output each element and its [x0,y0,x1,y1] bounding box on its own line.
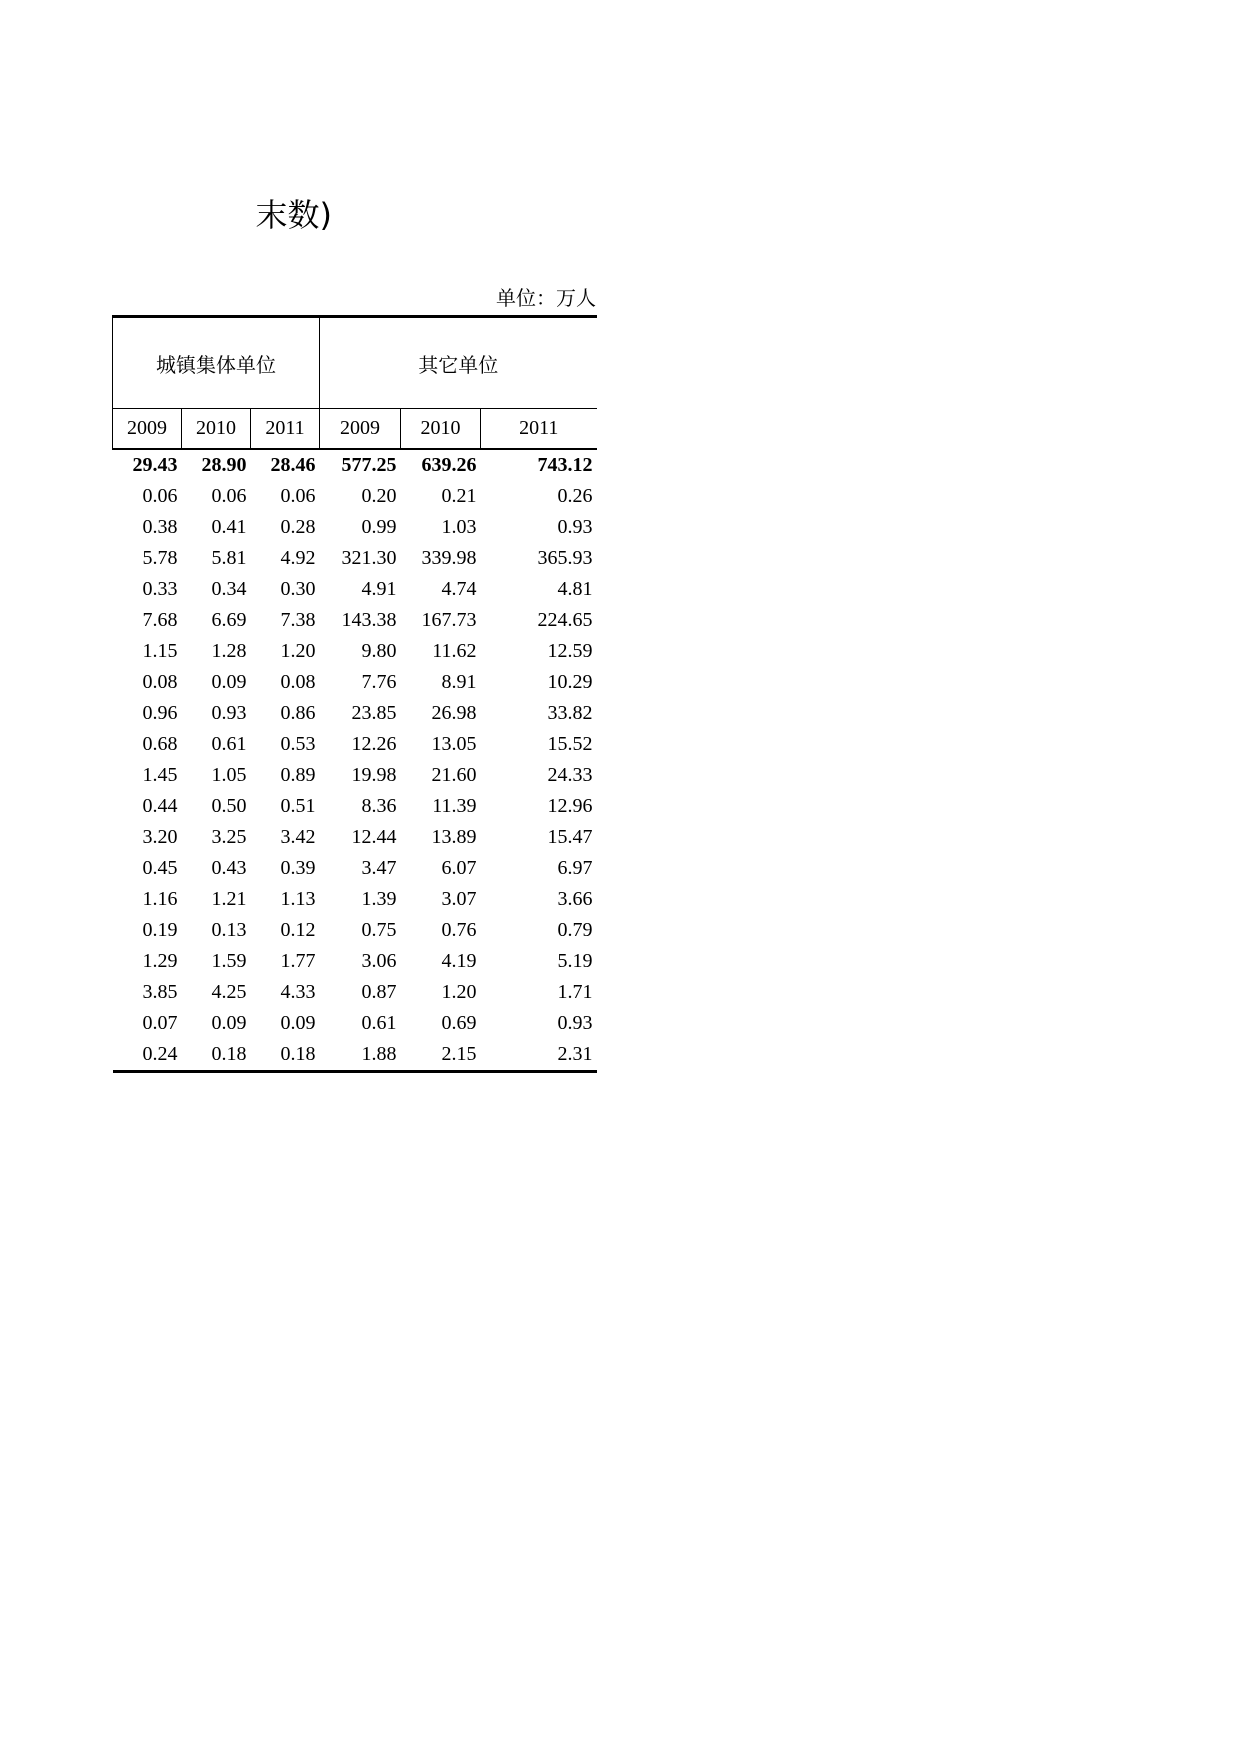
table-cell: 1.77 [280,950,316,972]
table-row [113,915,597,946]
table-cell: 0.21 [441,485,477,507]
year-header: 2011 [481,409,597,450]
table-cell: 1.13 [280,888,316,910]
table-cell: 0.07 [142,1012,178,1034]
group-header-other: 其它单位 [320,317,597,409]
table-cell: 15.47 [547,826,593,848]
table-cell: 9.80 [361,640,397,662]
table-cell: 26.98 [431,702,477,724]
year-header: 2009 [320,409,401,450]
year-header-row [113,409,597,450]
table-cell: 1.05 [211,764,247,786]
table-cell: 0.45 [142,857,178,879]
table-cell: 0.96 [142,702,178,724]
table-cell: 19.98 [351,764,397,786]
table-cell: 0.39 [280,857,316,879]
table-cell: 3.06 [361,950,397,972]
table-cell: 365.93 [537,547,593,569]
table-cell: 6.69 [211,609,247,631]
table-cell: 0.20 [361,485,397,507]
table-cell: 0.99 [361,516,397,538]
table-cell: 13.05 [431,733,477,755]
table-cell: 0.19 [142,919,178,941]
table-cell: 3.20 [142,826,178,848]
table-cell: 4.25 [211,981,247,1003]
table-cell: 1.20 [280,640,316,662]
table-cell: 1.03 [441,516,477,538]
table-cell: 3.47 [361,857,397,879]
table-cell: 0.09 [211,671,247,693]
table-cell: 1.29 [142,950,178,972]
table-cell: 0.13 [211,919,247,941]
group-header-row [113,317,597,409]
year-header: 2009 [113,409,182,450]
table-cell: 4.33 [280,981,316,1003]
employment-table [112,315,597,1073]
table-cell: 3.85 [142,981,178,1003]
table-row [113,698,597,729]
table-cell: 12.59 [547,640,593,662]
table-cell: 1.16 [142,888,178,910]
table-cell: 7.76 [361,671,397,693]
table-row [113,853,597,884]
table-cell: 3.25 [211,826,247,848]
table-cell: 6.07 [441,857,477,879]
table-cell: 321.30 [341,547,397,569]
table-cell: 13.89 [431,826,477,848]
table-cell: 0.12 [280,919,316,941]
table-cell: 8.91 [441,671,477,693]
table-row-total [113,449,597,481]
table-cell: 0.93 [557,1012,593,1034]
table-cell: 24.33 [547,764,593,786]
table-cell: 0.68 [142,733,178,755]
table-cell: 743.12 [537,454,593,476]
table-row [113,1039,597,1072]
title-clip [112,190,332,240]
table-cell: 0.28 [280,516,316,538]
table-cell: 0.08 [142,671,178,693]
table-cell: 0.30 [280,578,316,600]
table-cell: 5.81 [211,547,247,569]
table-cell: 3.07 [441,888,477,910]
table-cell: 577.25 [341,454,397,476]
table-cell: 0.09 [211,1012,247,1034]
table-cell: 0.51 [280,795,316,817]
table-cell: 0.79 [557,919,593,941]
table-cell: 3.42 [280,826,316,848]
table-cell: 0.41 [211,516,247,538]
table-row [113,822,597,853]
table-row [113,636,597,667]
table-cell: 4.74 [441,578,477,600]
table-cell: 1.21 [211,888,247,910]
table-cell: 3.66 [557,888,593,910]
table-cell: 21.60 [431,764,477,786]
table-cell: 2.15 [441,1043,477,1065]
table-row [113,574,597,605]
table-cell: 0.76 [441,919,477,941]
table-cell: 0.18 [280,1043,316,1065]
table-cell: 5.19 [557,950,593,972]
table-row [113,760,597,791]
table-cell: 1.28 [211,640,247,662]
table-cell: 0.61 [361,1012,397,1034]
year-header: 2010 [182,409,251,450]
table-cell: 1.71 [557,981,593,1003]
table-cell: 0.93 [211,702,247,724]
table-cell: 339.98 [421,547,477,569]
table-cell: 0.86 [280,702,316,724]
table-cell: 6.97 [557,857,593,879]
table-cell: 10.29 [547,671,593,693]
table-cell: 0.06 [142,485,178,507]
table-cell: 0.43 [211,857,247,879]
table-cell: 0.06 [211,485,247,507]
table-cell: 28.46 [270,454,316,476]
table-cell: 0.33 [142,578,178,600]
table-cell: 12.44 [351,826,397,848]
table-cell: 0.61 [211,733,247,755]
table-cell: 12.26 [351,733,397,755]
table-cell: 5.78 [142,547,178,569]
table-cell: 0.26 [557,485,593,507]
table-cell: 0.93 [557,516,593,538]
table-row [113,729,597,760]
table-cell: 1.39 [361,888,397,910]
table-cell: 1.45 [142,764,178,786]
unit-label: 单位：万人 [496,286,596,310]
table-cell: 224.65 [537,609,593,631]
table-row [113,512,597,543]
table-cell: 0.53 [280,733,316,755]
table-cell: 4.81 [557,578,593,600]
group-header-collective: 城镇集体单位 [113,317,320,409]
table-cell: 1.20 [441,981,477,1003]
table-cell: 0.18 [211,1043,247,1065]
table-cell: 23.85 [351,702,397,724]
table-cell: 4.19 [441,950,477,972]
table-cell: 143.38 [341,609,397,631]
table-cell: 0.87 [361,981,397,1003]
table-cell: 0.24 [142,1043,178,1065]
table-row [113,667,597,698]
table-cell: 0.34 [211,578,247,600]
table-row [113,1008,597,1039]
page-title-fragment: 末数) [255,196,332,234]
table-cell: 0.89 [280,764,316,786]
table-cell: 0.08 [280,671,316,693]
table-row [113,946,597,977]
table-cell: 29.43 [132,454,178,476]
table-cell: 0.38 [142,516,178,538]
table-row [113,605,597,636]
table-cell: 167.73 [421,609,477,631]
table-cell: 0.69 [441,1012,477,1034]
table-cell: 1.15 [142,640,178,662]
table-cell: 15.52 [547,733,593,755]
table-row [113,543,597,574]
table-cell: 0.09 [280,1012,316,1034]
year-header: 2011 [251,409,320,450]
table-cell: 4.91 [361,578,397,600]
table-row [113,884,597,915]
table-cell: 8.36 [361,795,397,817]
table-row [113,481,597,512]
table-cell: 4.92 [280,547,316,569]
year-header: 2010 [401,409,481,450]
table-cell: 1.59 [211,950,247,972]
table-cell: 7.68 [142,609,178,631]
table-row [113,791,597,822]
table-row [113,977,597,1008]
table-cell: 7.38 [280,609,316,631]
table-cell: 11.39 [432,795,477,817]
table-cell: 11.62 [432,640,477,662]
table-cell: 33.82 [547,702,593,724]
table-cell: 28.90 [201,454,247,476]
table-cell: 0.50 [211,795,247,817]
table-cell: 2.31 [557,1043,593,1065]
table-cell: 1.88 [361,1043,397,1065]
table-cell: 0.75 [361,919,397,941]
table-cell: 0.44 [142,795,178,817]
table-cell: 0.06 [280,485,316,507]
table-cell: 639.26 [421,454,477,476]
table-cell: 12.96 [547,795,593,817]
table-body [113,449,597,1072]
